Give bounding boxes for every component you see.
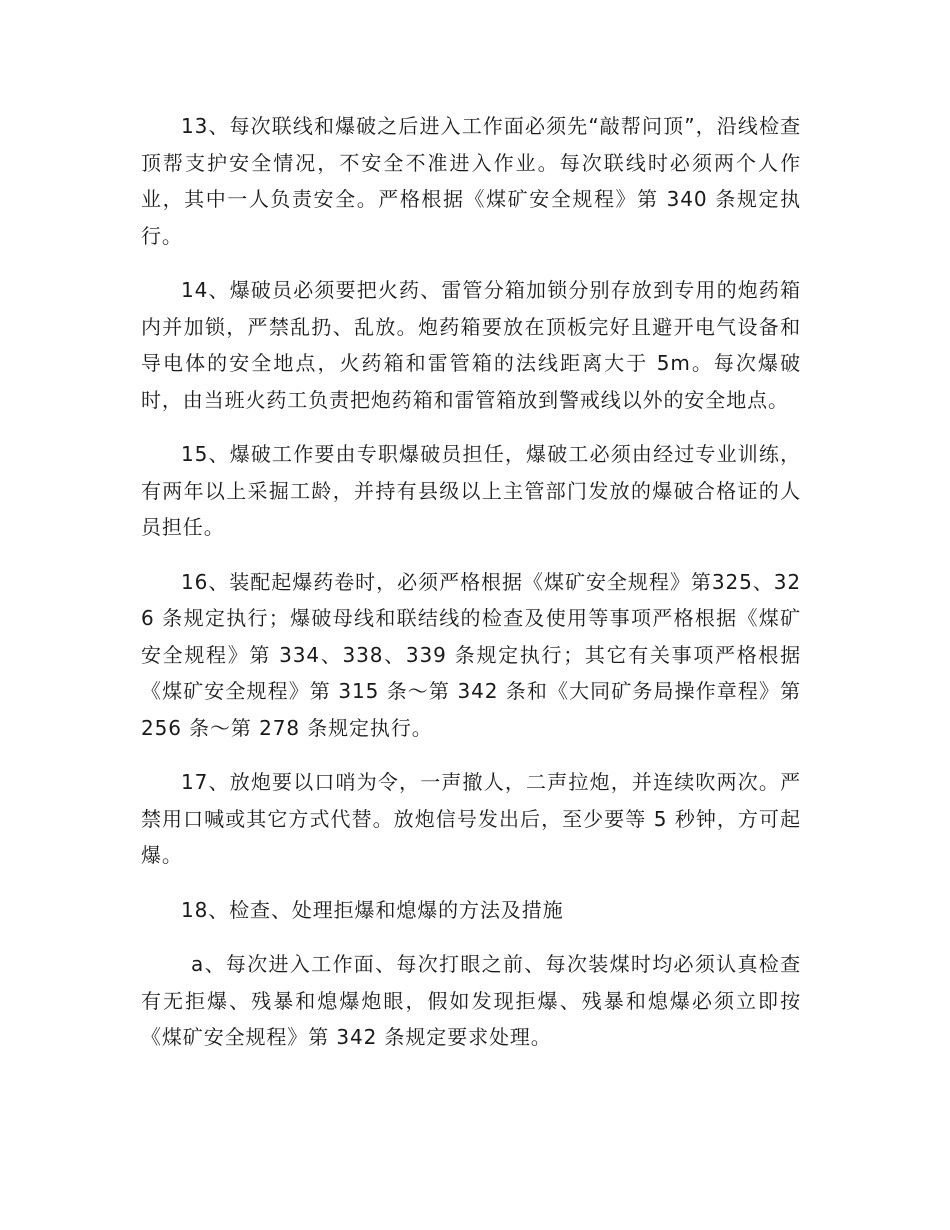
paragraph-18-a: a、每次进入工作面、每次打眼之前、每次装煤时均必须认真检查有无拒爆、残暴和熄爆炮眼，假如发现拒爆、残暴和熄爆必须立即按《煤矿安全规程》第 342 条规定要求处理。 — [141, 952, 801, 1049]
paragraph-16: 16、装配起爆药卷时，必须严格根据《煤矿安全规程》第325、326 条规定执行；爆破母线和联结线的检查及使用等事项严格根据《煤矿安全规程》第 334、338、339 条规定执行；其它有关事项严格根据《煤矿安全规程》第 315 条～第 342 条和《大同矿务局操作章程》第 256 条～第 278 条规定执行。 — [141, 569, 801, 740]
paragraph-17: 17、放炮要以口哨为令，一声撤人，二声拉炮，并连续吹两次。严禁用口喊或其它方式代替。放炮信号发出后，至少要等 5 秒钟，方可起爆。 — [141, 770, 801, 867]
paragraph-14: 14、爆破员必须要把火药、雷管分箱加锁分别存放到专用的炮药箱内并加锁，严禁乱扔、乱放。炮药箱要放在顶板完好且避开电气设备和导电体的安全地点，火药箱和雷管箱的法线距离大于 5m。每次爆破时，由当班火药工负责把炮药箱和雷管箱放到警戒线以外的安全地点。 — [141, 278, 801, 412]
paragraph-13: 13、每次联线和爆破之后进入工作面必须先“敲帮问顶”，沿线检查顶帮支护安全情况，不安全不准进入作业。每次联线时必须两个人作业，其中一人负责安全。严格根据《煤矿安全规程》第 340 条规定执行。 — [141, 114, 801, 248]
paragraph-15: 15、爆破工作要由专职爆破员担任，爆破工必须由经过专业训练，有两年以上采掘工龄，并持有县级以上主管部门发放的爆破合格证的人员担任。 — [141, 442, 801, 539]
paragraph-18-heading: 18、检查、处理拒爆和熄爆的方法及措施 — [181, 897, 564, 922]
document-body — [141, 108, 801, 1074]
